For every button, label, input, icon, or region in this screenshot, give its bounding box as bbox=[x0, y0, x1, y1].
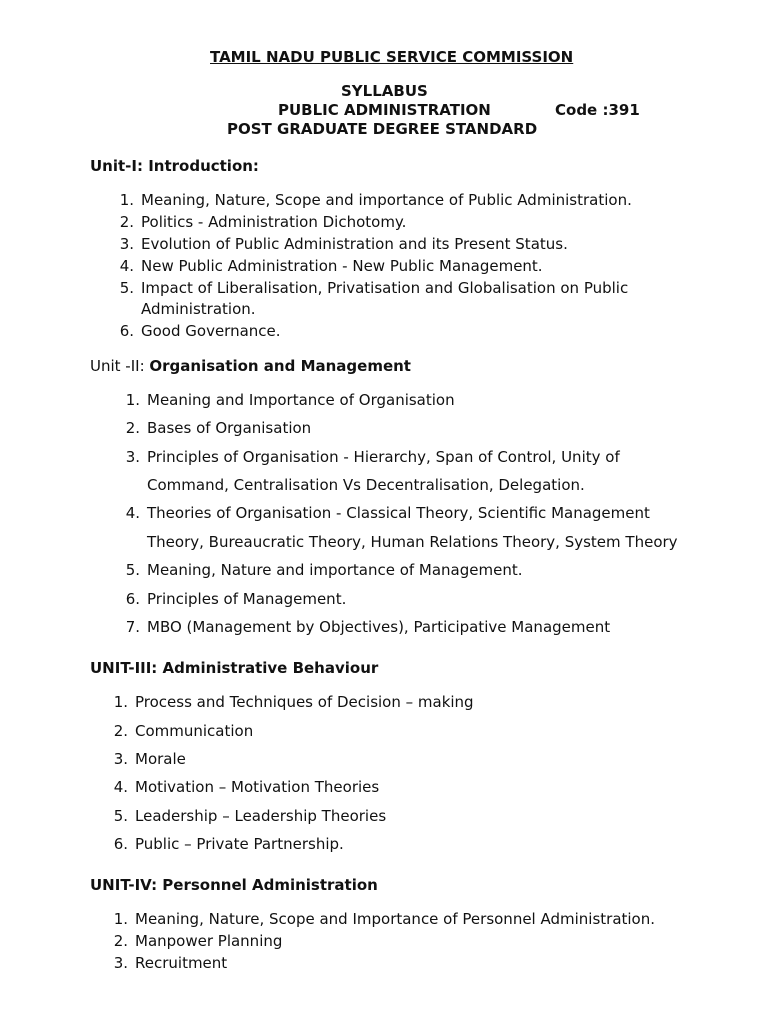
list-item: Process and Techniques of Decision – making bbox=[135, 693, 474, 711]
list-item-number: 2. bbox=[113, 722, 128, 740]
list-item: Meaning and Importance of Organisation bbox=[147, 391, 455, 409]
list-item: Politics - Administration Dichotomy. bbox=[141, 213, 407, 231]
list-item-number: 3. bbox=[113, 750, 128, 768]
list-item-number: 6. bbox=[113, 835, 128, 853]
list-item-number: 4. bbox=[125, 504, 140, 522]
syllabus-label: SYLLABUS bbox=[341, 82, 428, 100]
list-item-number: 1. bbox=[125, 391, 140, 409]
list-item-number: 1. bbox=[113, 910, 128, 928]
unit-2-heading-separator: : bbox=[139, 357, 150, 375]
list-item-number: 3. bbox=[125, 448, 140, 466]
unit-2-heading-prefix: Unit -II bbox=[90, 357, 140, 375]
list-item: Principles of Organisation - Hierarchy, Span of Control, Unity of bbox=[147, 448, 620, 466]
degree-standard: POST GRADUATE DEGREE STANDARD bbox=[227, 120, 538, 138]
list-item-continuation: Command, Centralisation Vs Decentralisation, Delegation. bbox=[147, 476, 585, 494]
list-item: Recruitment bbox=[135, 954, 228, 972]
list-item: Impact of Liberalisation, Privatisation and Globalisation on Public bbox=[141, 279, 629, 297]
list-item: Manpower Planning bbox=[135, 932, 283, 950]
list-item: Principles of Management. bbox=[147, 590, 347, 608]
list-item-number: 5. bbox=[125, 561, 140, 579]
list-item: Communication bbox=[135, 722, 254, 740]
list-item: Bases of Organisation bbox=[147, 419, 312, 437]
list-item-continuation: Theory, Bureaucratic Theory, Human Relations Theory, System Theory bbox=[147, 533, 678, 551]
list-item: Evolution of Public Administration and its Present Status. bbox=[141, 235, 568, 253]
unit-2-heading-title: Organisation and Management bbox=[149, 357, 411, 375]
list-item-number: 5. bbox=[119, 279, 134, 297]
list-item-number: 1. bbox=[113, 693, 128, 711]
subject-code: Code :391 bbox=[555, 101, 640, 119]
list-item: Morale bbox=[135, 750, 186, 768]
commission-title: TAMIL NADU PUBLIC SERVICE COMMISSION bbox=[210, 48, 574, 66]
list-item-number: 1. bbox=[119, 191, 134, 209]
list-item-number: 2. bbox=[125, 419, 140, 437]
list-item-number: 2. bbox=[119, 213, 134, 231]
unit-3-heading: UNIT-III: Administrative Behaviour bbox=[90, 659, 379, 677]
list-item-number: 4. bbox=[113, 778, 128, 796]
unit-2-heading bbox=[90, 357, 411, 375]
list-item: Good Governance. bbox=[141, 322, 281, 340]
unit-4-heading: UNIT-IV: Personnel Administration bbox=[90, 876, 378, 894]
list-item: Meaning, Nature and importance of Management. bbox=[147, 561, 523, 579]
list-item: MBO (Management by Objectives), Participative Management bbox=[147, 618, 611, 636]
list-item-continuation: Administration. bbox=[141, 300, 256, 318]
list-item: Meaning, Nature, Scope and importance of Public Administration. bbox=[141, 191, 632, 209]
list-item-number: 3. bbox=[113, 954, 128, 972]
list-item: Meaning, Nature, Scope and Importance of Personnel Administration. bbox=[135, 910, 656, 928]
unit-1-heading: Unit-I: Introduction: bbox=[90, 157, 259, 175]
list-item: Leadership – Leadership Theories bbox=[135, 807, 387, 825]
list-item: New Public Administration - New Public Management. bbox=[141, 257, 543, 275]
list-item-number: 4. bbox=[119, 257, 134, 275]
list-item: Theories of Organisation - Classical Theory, Scientific Management bbox=[147, 504, 650, 522]
list-item-number: 2. bbox=[113, 932, 128, 950]
list-item-number: 5. bbox=[113, 807, 128, 825]
list-item: Motivation – Motivation Theories bbox=[135, 778, 380, 796]
list-item-number: 6. bbox=[119, 322, 134, 340]
list-item: Public – Private Partnership. bbox=[135, 835, 344, 853]
subject-title: PUBLIC ADMINISTRATION bbox=[278, 101, 491, 119]
list-item-number: 6. bbox=[125, 590, 140, 608]
list-item-number: 3. bbox=[119, 235, 134, 253]
list-item-number: 7. bbox=[125, 618, 140, 636]
